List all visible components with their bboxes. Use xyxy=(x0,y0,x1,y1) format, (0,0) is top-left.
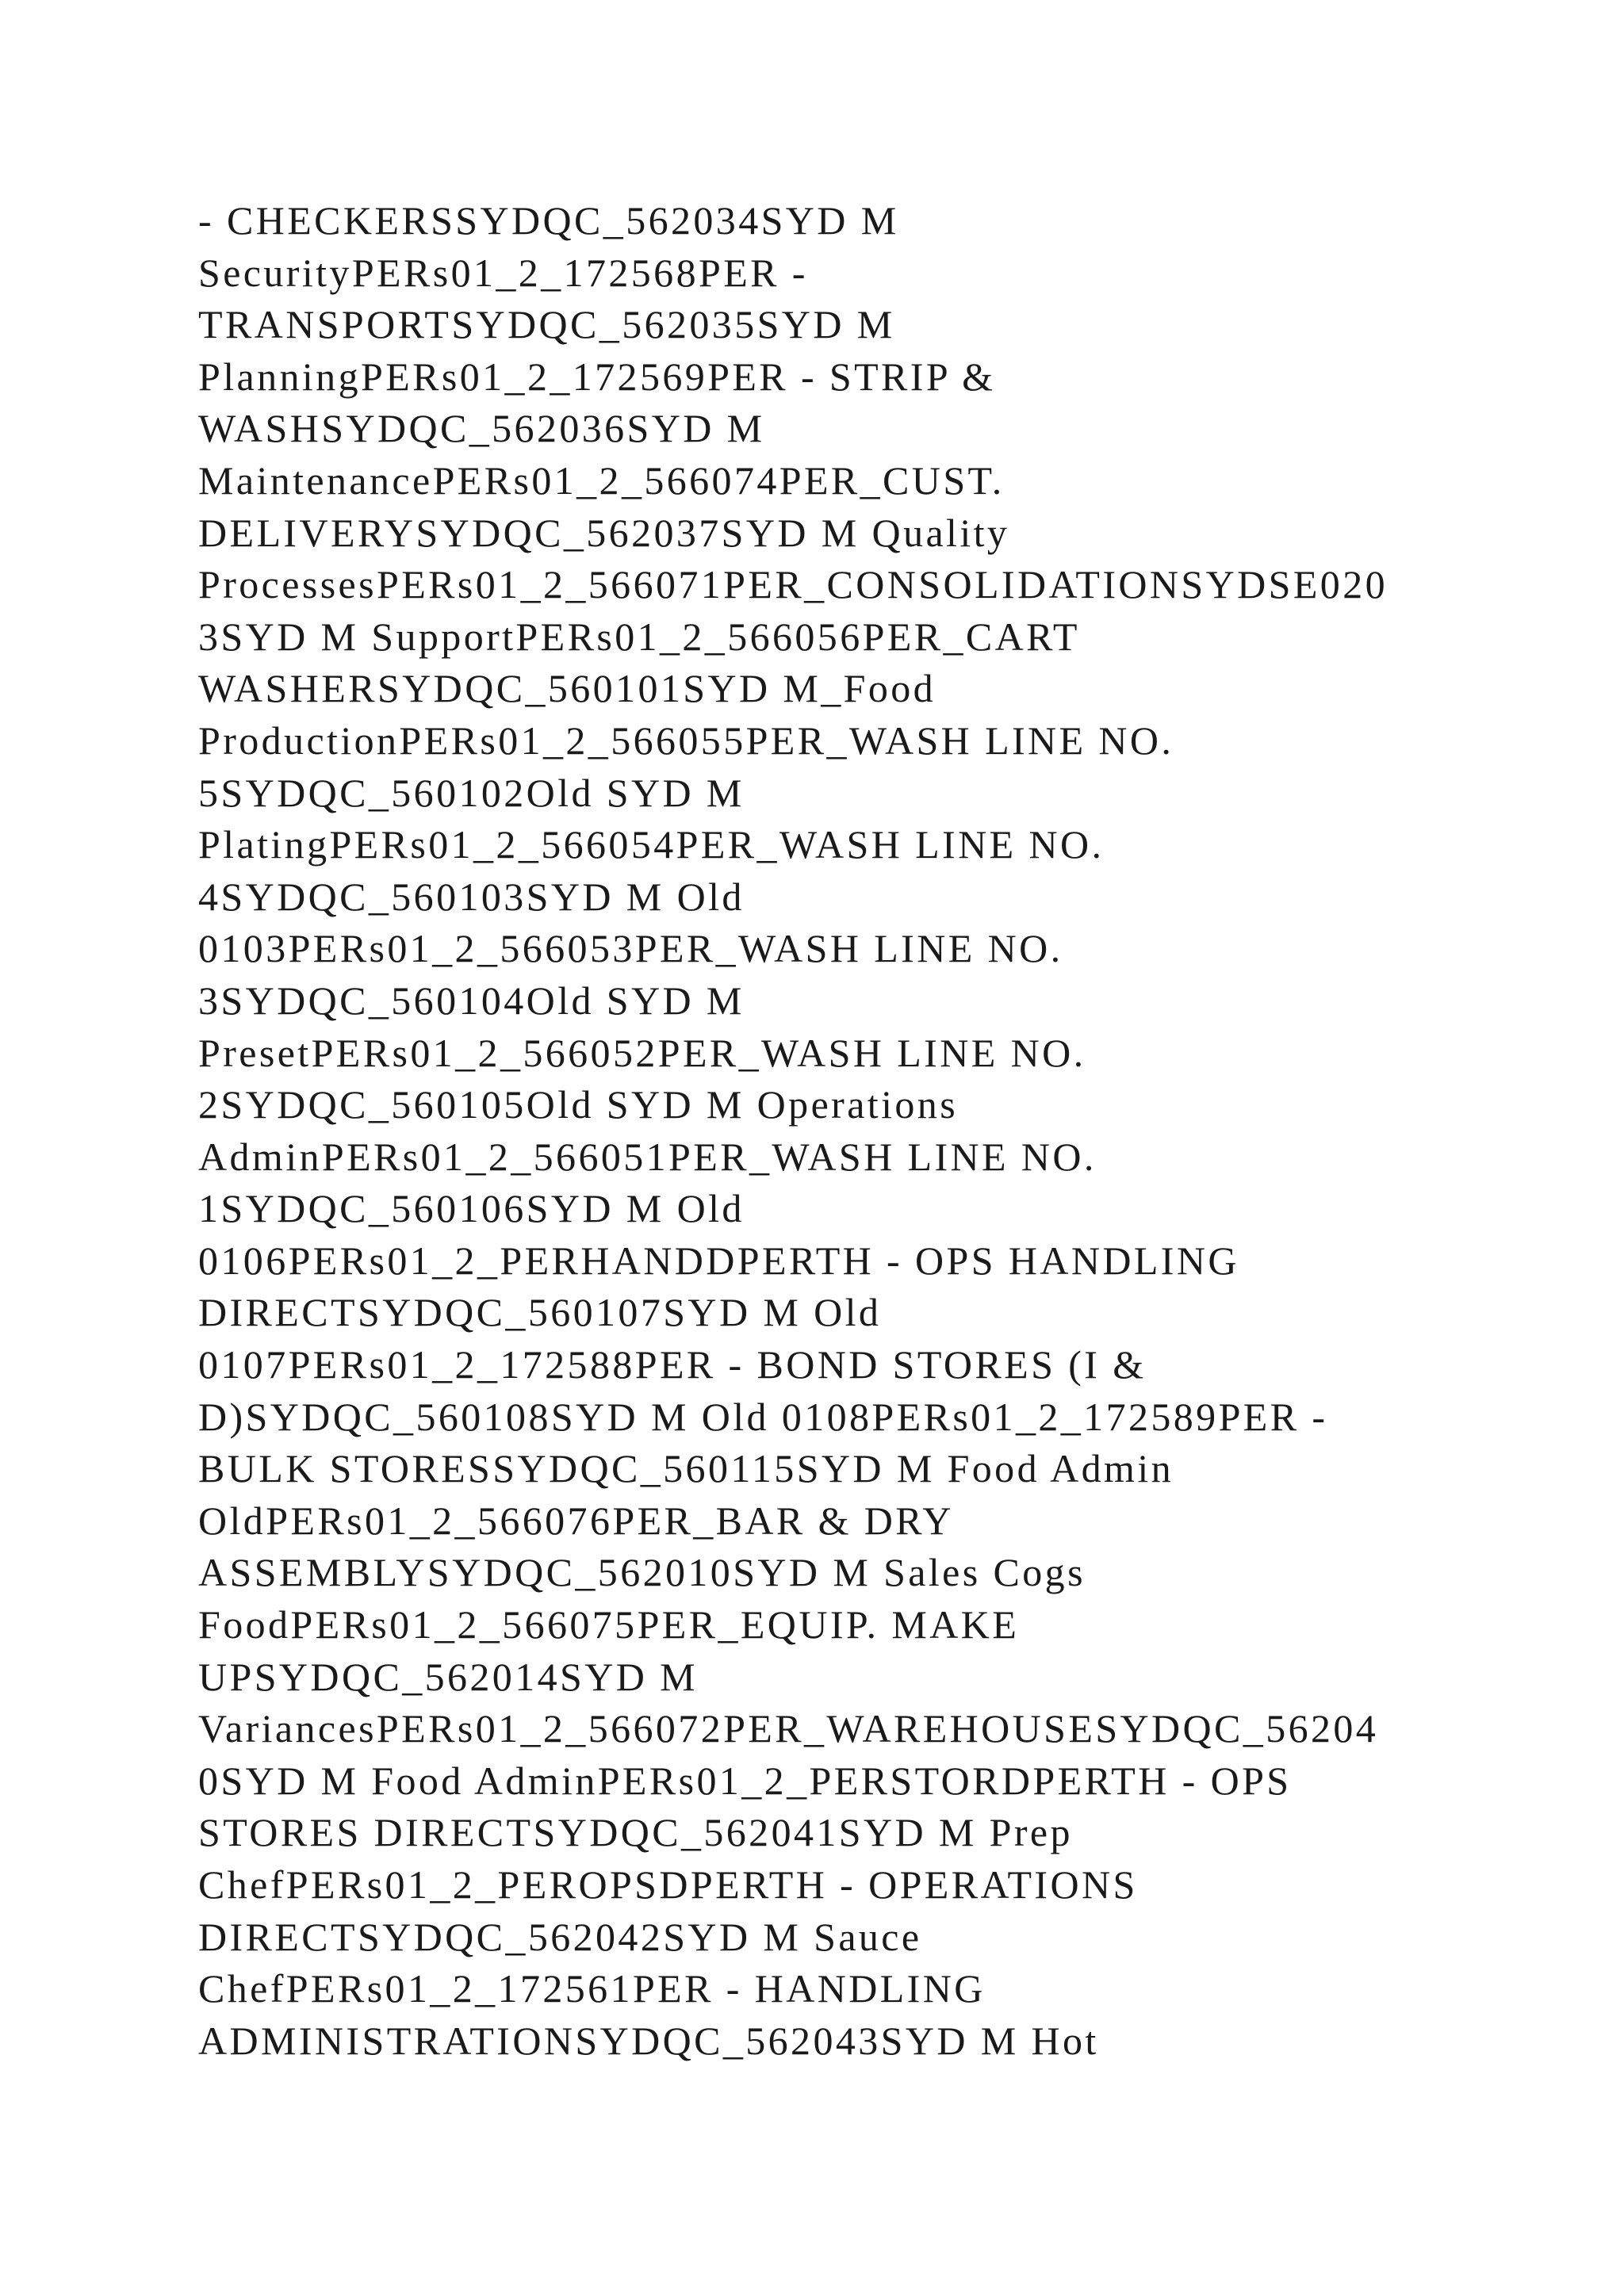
text-line: 0103PERs01_2_566053PER_WASH LINE NO. xyxy=(198,926,1063,971)
text-line: ProductionPERs01_2_566055PER_WASH LINE NO. xyxy=(198,718,1174,763)
text-line: ChefPERs01_2_172561PER - HANDLING xyxy=(198,1966,986,2011)
text-line: STORES DIRECTSYDQC_562041SYD M Prep xyxy=(198,1810,1073,1855)
text-line: SecurityPERs01_2_172568PER - xyxy=(198,250,808,295)
text-line: 5SYDQC_560102Old SYD M xyxy=(198,770,745,815)
text-line: 4SYDQC_560103SYD M Old xyxy=(198,874,745,919)
text-line: ASSEMBLYSYDQC_562010SYD M Sales Cogs xyxy=(198,1550,1086,1595)
text-line: WASHERSYDQC_560101SYD M_Food xyxy=(198,666,936,711)
text-line: 3SYDQC_560104Old SYD M xyxy=(198,978,745,1023)
text-line: 3SYD M SupportPERs01_2_566056PER_CART xyxy=(198,614,1080,659)
text-line: 2SYDQC_560105Old SYD M Operations xyxy=(198,1082,959,1127)
text-line: BULK STORESSYDQC_560115SYD M Food Admin xyxy=(198,1446,1174,1491)
text-line: ChefPERs01_2_PEROPSDPERTH - OPERATIONS xyxy=(198,1862,1138,1907)
text-line: DIRECTSYDQC_562042SYD M Sauce xyxy=(198,1914,922,1959)
text-line: VariancesPERs01_2_566072PER_WAREHOUSESYDQC_56204 xyxy=(198,1706,1379,1751)
document-body xyxy=(198,195,1507,2067)
text-line: 1SYDQC_560106SYD M Old xyxy=(198,1186,745,1231)
text-line: 0106PERs01_2_PERHANDDPERTH - OPS HANDLING xyxy=(198,1238,1239,1283)
text-line: DELIVERYSYDQC_562037SYD M Quality xyxy=(198,510,1010,555)
text-line: D)SYDQC_560108SYD M Old 0108PERs01_2_172589PER - xyxy=(198,1394,1328,1439)
text-line: AdminPERs01_2_566051PER_WASH LINE NO. xyxy=(198,1134,1097,1179)
text-line: UPSYDQC_562014SYD M xyxy=(198,1654,698,1699)
text-line: PlatingPERs01_2_566054PER_WASH LINE NO. xyxy=(198,822,1105,867)
text-line: TRANSPORTSYDQC_562035SYD M xyxy=(198,302,895,347)
text-line: DIRECTSYDQC_560107SYD M Old xyxy=(198,1290,882,1335)
text-line: MaintenancePERs01_2_566074PER_CUST. xyxy=(198,457,1005,503)
text-line: ADMINISTRATIONSYDQC_562043SYD M Hot xyxy=(198,2018,1099,2063)
text-line: PlanningPERs01_2_172569PER - STRIP & xyxy=(198,354,996,399)
text-line: FoodPERs01_2_566075PER_EQUIP. MAKE xyxy=(198,1602,1020,1647)
text-line: WASHSYDQC_562036SYD M xyxy=(198,406,765,451)
text-line: ProcessesPERs01_2_566071PER_CONSOLIDATIONSYDSE020 xyxy=(198,562,1388,607)
text-line: 0SYD M Food AdminPERs01_2_PERSTORDPERTH - OPS xyxy=(198,1758,1292,1803)
text-line: 0107PERs01_2_172588PER - BOND STORES (I & xyxy=(198,1342,1147,1387)
text-line: PresetPERs01_2_566052PER_WASH LINE NO. xyxy=(198,1030,1086,1075)
text-line: - CHECKERSSYDQC_562034SYD M xyxy=(198,198,899,243)
text-line: OldPERs01_2_566076PER_BAR & DRY xyxy=(198,1498,954,1543)
